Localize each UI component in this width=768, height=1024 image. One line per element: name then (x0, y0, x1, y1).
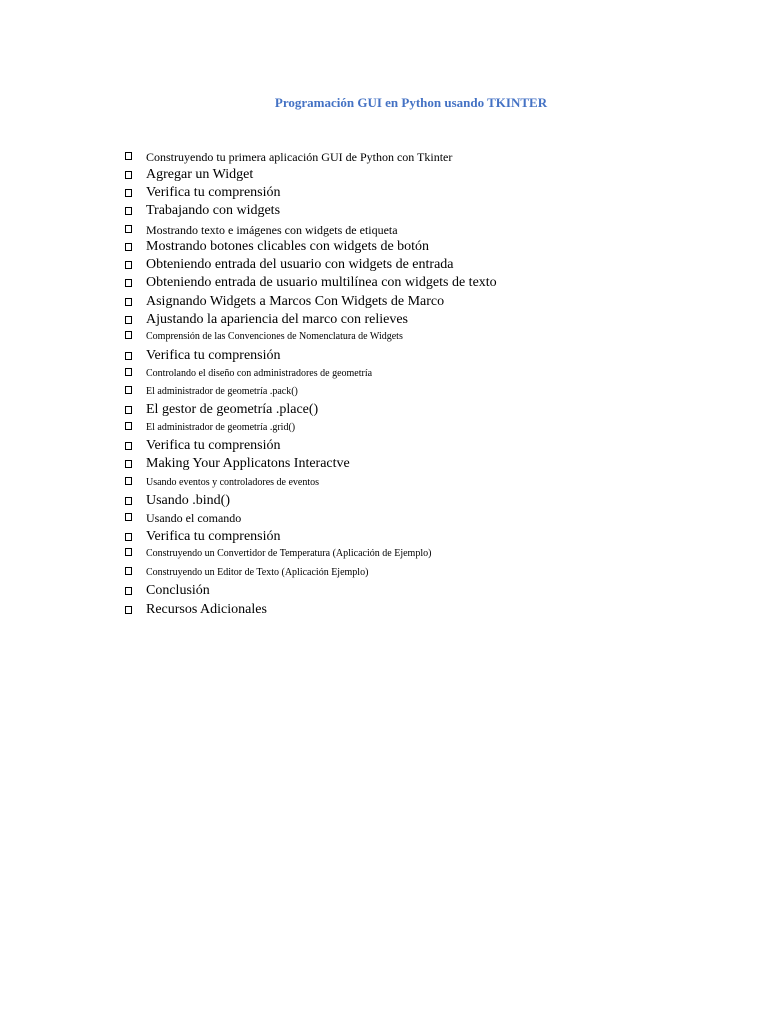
checkbox-icon (125, 422, 132, 430)
checkbox-icon (125, 548, 132, 556)
checkbox-icon (125, 442, 132, 450)
checkbox-icon (125, 152, 132, 160)
page-title: Programación GUI en Python usando TKINTER (274, 95, 548, 110)
list-item-label: Controlando el diseño con administradores de geometría (146, 368, 373, 379)
checkbox-icon (125, 606, 132, 614)
list-item-label: Usando el comando (146, 511, 242, 525)
checkbox-icon (125, 279, 132, 287)
checkbox-icon (125, 298, 132, 306)
list-item-label: Construyendo un Convertidor de Temperatura (Aplicación de Ejemplo) (146, 548, 432, 559)
list-item-label: Trabajando con widgets (146, 203, 281, 218)
list-item-label: Recursos Adicionales (146, 602, 267, 617)
checkbox-icon (125, 497, 132, 505)
list-item-label: Verifica tu comprensión (146, 185, 281, 200)
list-item-label: Asignando Widgets a Marcos Con Widgets de Marco (146, 294, 445, 309)
list-item-label: Verifica tu comprensión (146, 348, 281, 363)
list-item-label: Ajustando la apariencia del marco con relieves (146, 312, 408, 327)
checkbox-icon (125, 331, 132, 339)
list-item-label: El administrador de geometría .grid() (146, 422, 296, 433)
checkbox-icon (125, 513, 132, 521)
list-item-label: Construyendo un Editor de Texto (Aplicación Ejemplo) (146, 567, 369, 578)
list-item-label: Usando .bind() (146, 493, 230, 508)
checkbox-icon (125, 533, 132, 541)
checkbox-icon (125, 207, 132, 215)
checkbox-icon (125, 406, 132, 414)
list-item-label: El administrador de geometría .pack() (146, 386, 298, 397)
list-item-label: Making Your Applicatons Interactve (146, 456, 350, 471)
checkbox-icon (125, 386, 132, 394)
checkbox-icon (125, 316, 132, 324)
checkbox-icon (125, 261, 132, 269)
list-item-label: Agregar un Widget (146, 167, 254, 182)
list-item-label: Mostrando texto e imágenes con widgets de etiqueta (146, 223, 398, 237)
list-item-label: El gestor de geometría .place() (146, 402, 319, 417)
list-item-label: Verifica tu comprensión (146, 529, 281, 544)
list-item-label: Usando eventos y controladores de eventos (146, 477, 320, 488)
checkbox-icon (125, 368, 132, 376)
list-item-label: Verifica tu comprensión (146, 438, 281, 453)
checkbox-icon (125, 477, 132, 485)
checkbox-icon (125, 460, 132, 468)
list-item-label: Conclusión (146, 583, 210, 598)
list-item-label: Obteniendo entrada de usuario multilínea con widgets de texto (146, 275, 497, 290)
list-item-label: Obteniendo entrada del usuario con widgets de entrada (146, 257, 454, 272)
checkbox-icon (125, 189, 132, 197)
checkbox-icon (125, 587, 132, 595)
list-item-label: Construyendo tu primera aplicación GUI de Python con Tkinter (146, 150, 453, 164)
checkbox-icon (125, 225, 132, 233)
checkbox-icon (125, 243, 132, 251)
list-item-label: Mostrando botones clicables con widgets de botón (146, 239, 430, 254)
checkbox-icon (125, 352, 132, 360)
list-item-label: Comprensión de las Convenciones de Nomenclatura de Widgets (146, 331, 403, 342)
checkbox-icon (125, 171, 132, 179)
checkbox-icon (125, 567, 132, 575)
